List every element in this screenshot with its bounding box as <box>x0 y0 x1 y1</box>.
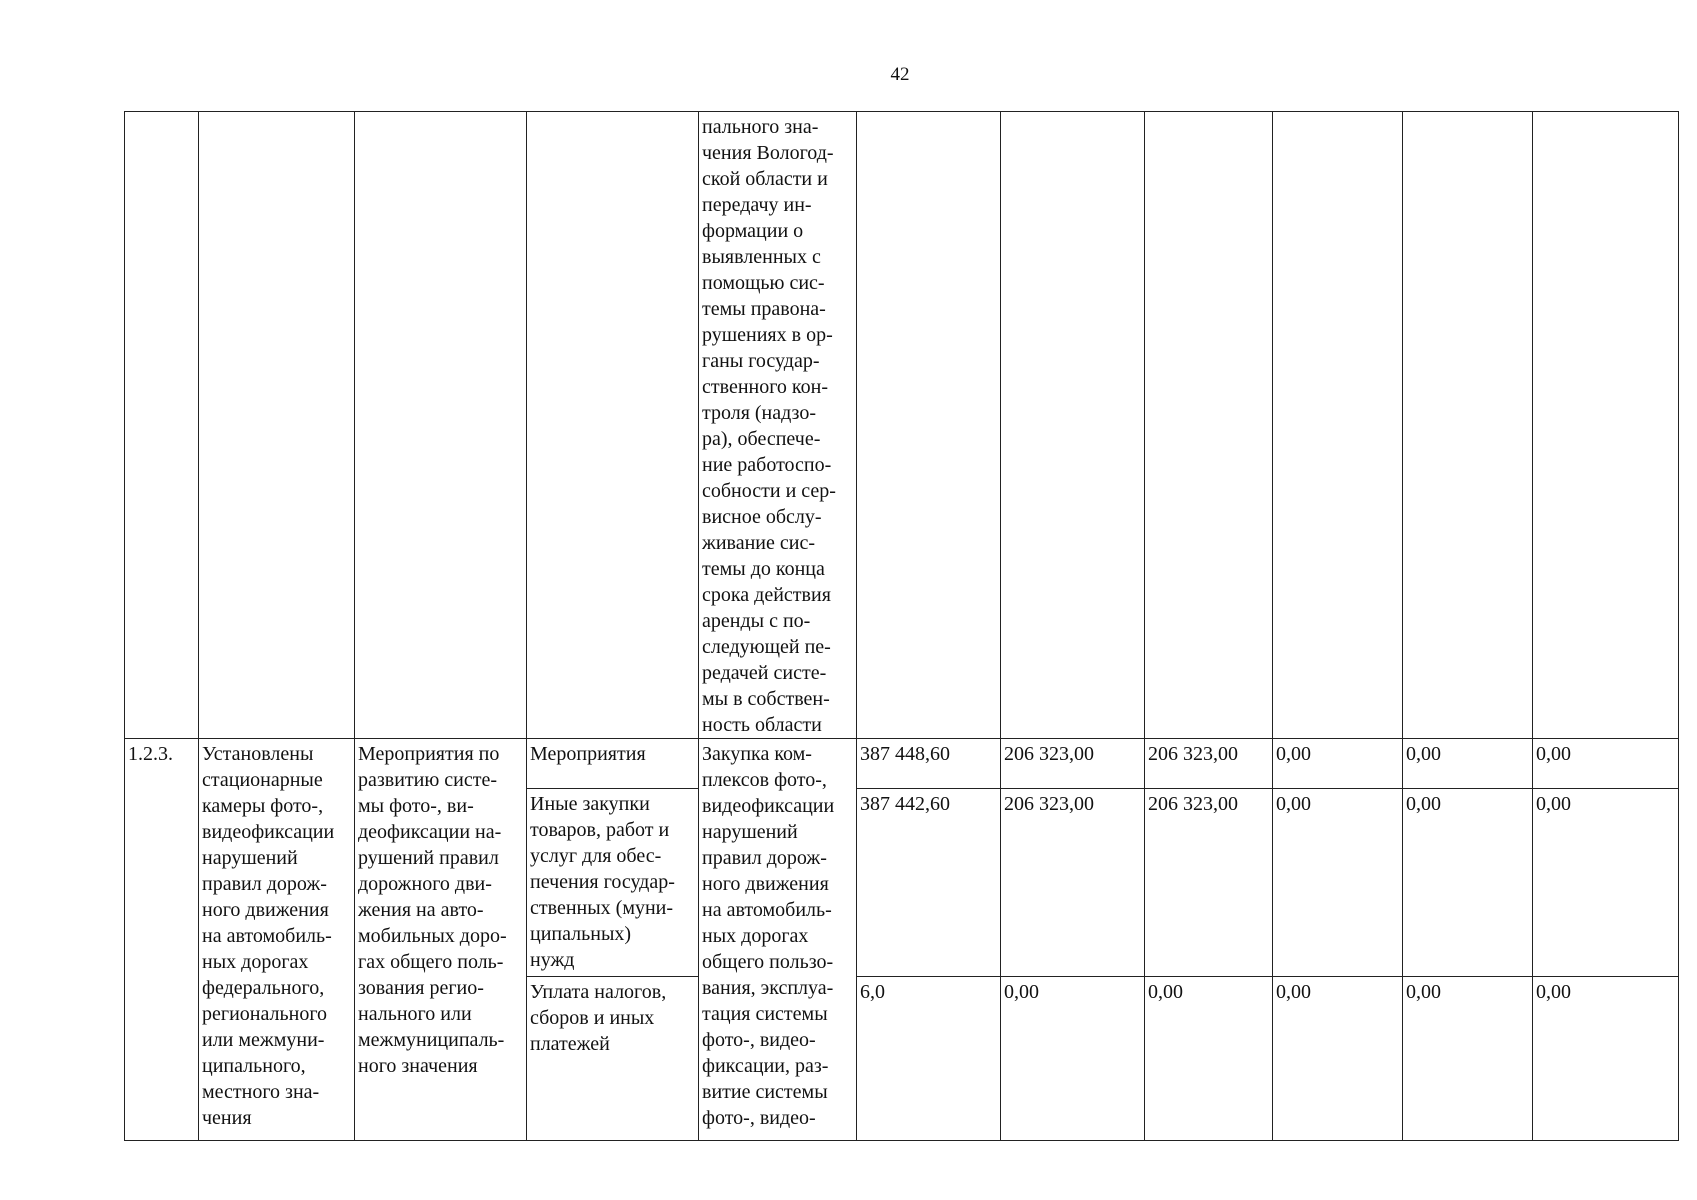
cell-event <box>355 112 527 739</box>
cell-result: пального зна- чения Вологод- ской области и передачу ин- формации о выявленных с помощью сис- темы правона- рушениях в ор- ганы государ- ственного кон- троля (надзо- ра), обеспече- ние работоспо- собности и сер- висное обслу- живание сис- темы до конца срока действия аренды с по- следующей пе- редачей систе- мы в собствен- ность области <box>699 112 857 739</box>
expense-type: Уплата налогов, сборов и иных платежей <box>527 977 699 1141</box>
value-cell: 0,00 <box>1273 789 1403 977</box>
value-cell: 387 448,60 <box>857 739 1001 789</box>
cell-value <box>1273 112 1403 739</box>
cell-type <box>527 112 699 739</box>
value-cell: 6,0 <box>857 977 1001 1141</box>
value-cell: 0,00 <box>1403 977 1533 1141</box>
cell-number <box>125 112 199 739</box>
value-cell: 0,00 <box>1533 789 1679 977</box>
value-cell: 0,00 <box>1533 977 1679 1141</box>
value-cell: 206 323,00 <box>1145 739 1273 789</box>
value-cell: 206 323,00 <box>1145 789 1273 977</box>
value-cell: 0,00 <box>1403 789 1533 977</box>
expense-type: Иные закупки товаров, работ и услуг для обес- печения государ- ственных (муни- ципальных) нужд <box>527 789 699 977</box>
cell-value <box>857 112 1001 739</box>
cell-value <box>1001 112 1145 739</box>
value-cell: 206 323,00 <box>1001 739 1145 789</box>
event-text: Мероприятия по развитию систе- мы фото-, ви- деофиксации на- рушений правил дорожного дви- жения на авто- мобильных доро- гах общего поль- зования регио- нального или межмуниципаль- ного значения <box>355 739 527 1141</box>
row-number: 1.2.3. <box>125 739 199 1141</box>
expense-type: Мероприятия <box>527 739 699 789</box>
value-cell: 0,00 <box>1001 977 1145 1141</box>
page-number: 42 <box>890 64 910 85</box>
cell-task <box>199 112 355 739</box>
value-cell: 0,00 <box>1145 977 1273 1141</box>
value-cell: 387 442,60 <box>857 789 1001 977</box>
value-cell: 0,00 <box>1273 739 1403 789</box>
continuation-row <box>125 112 1679 739</box>
cell-value <box>1403 112 1533 739</box>
task-text: Установлены стационарные камеры фото-, видеофиксации нарушений правил дорож- ного движения на автомобиль- ных дорогах федерального, регионального или межмуни- ципального, местного зна- чения <box>199 739 355 1141</box>
value-cell: 206 323,00 <box>1001 789 1145 977</box>
result-text: Закупка ком- плексов фото-, видеофиксации нарушений правил дорож- ного движения на автомобиль- ных дорогах общего пользо- вания, эксплуа- тация системы фото-, видео- фиксации, раз- витие системы фото-, видео- <box>699 739 857 1141</box>
cell-value <box>1145 112 1273 739</box>
row-1-2-3-events <box>125 739 1679 789</box>
value-cell: 0,00 <box>1273 977 1403 1141</box>
value-cell: 0,00 <box>1533 739 1679 789</box>
cell-value <box>1533 112 1679 739</box>
value-cell: 0,00 <box>1403 739 1533 789</box>
program-table <box>124 111 1679 1141</box>
